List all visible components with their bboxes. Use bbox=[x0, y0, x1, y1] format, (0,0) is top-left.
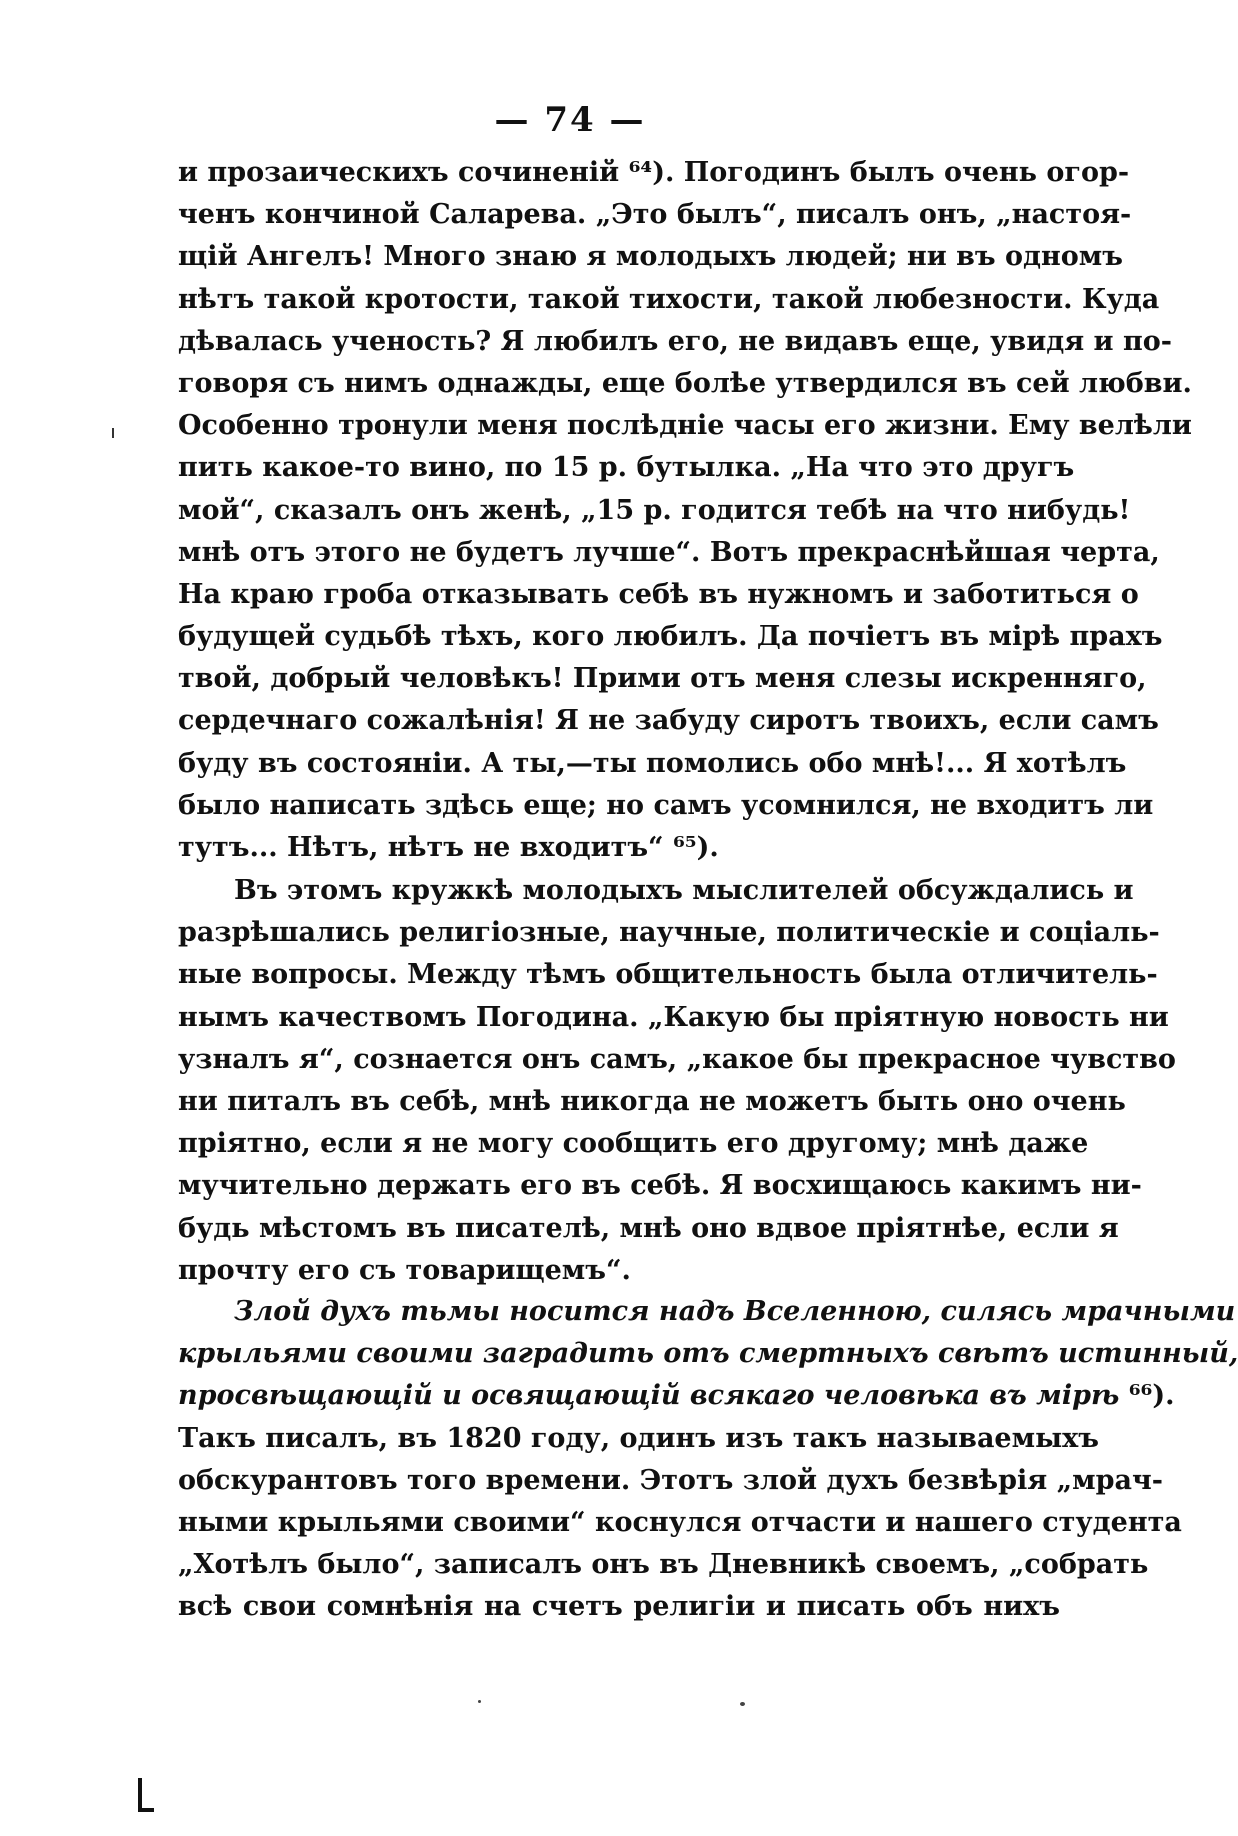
corner-mark bbox=[138, 1778, 142, 1812]
text-line: Въ этомъ кружкѣ молодыхъ мыслителей обсуждались и bbox=[234, 875, 1134, 906]
text-line: твой, добрый человѣкъ! Прими отъ меня слезы искренняго, bbox=[178, 663, 1147, 695]
text-line: ченъ кончиной Саларева. „Это былъ“, писалъ онъ, „настоя- bbox=[178, 199, 1132, 231]
text-line: разрѣшались религіозные, научные, политическіе и соціаль- bbox=[178, 917, 1160, 949]
scan-speck bbox=[740, 1702, 745, 1706]
text-line: дѣвалась ученость? Я любилъ его, не видавъ еще, увидя и по- bbox=[178, 325, 1172, 357]
text-line: ными крыльями своими“ коснулся отчасти и нашего студента bbox=[178, 1506, 1182, 1538]
text-line: узналъ я“, сознается онъ самъ, „какое бы прекрасное чувство bbox=[178, 1043, 1176, 1075]
text-line: было написать здѣсь еще; но самъ усомнился, не входитъ ли bbox=[178, 789, 1154, 821]
text-line: прочту его съ товарищемъ“. bbox=[178, 1254, 631, 1286]
text-line: буду въ состояніи. А ты,—ты помолись обо мнѣ!... Я хотѣлъ bbox=[178, 747, 1127, 779]
text-line: ные вопросы. Между тѣмъ общительность была отличитель- bbox=[178, 959, 1158, 991]
text-line: На краю гроба отказывать себѣ въ нужномъ и заботиться о bbox=[178, 578, 1139, 610]
text-line: говоря съ нимъ однажды, еще болѣе утвердился въ сей любви. bbox=[178, 367, 1192, 399]
paragraph-2 bbox=[178, 870, 1176, 1292]
margin-mark bbox=[112, 428, 114, 438]
text-line: будь мѣстомъ въ писателѣ, мнѣ оно вдвое пріятнѣе, если я bbox=[178, 1212, 1119, 1244]
text-line: тутъ... Нѣтъ, нѣтъ не входитъ“ ⁶⁵). bbox=[178, 832, 719, 863]
paragraph-3 bbox=[178, 1291, 1238, 1629]
text-line: нѣтъ такой кротости, такой тихости, такой любезности. Куда bbox=[178, 283, 1160, 315]
text-line: и прозаическихъ сочиненій ⁶⁴). Погодинъ былъ очень огор- bbox=[178, 157, 1130, 188]
scan-speck bbox=[478, 1700, 481, 1703]
text-line: Особенно тронули меня послѣдніе часы его жизни. Ему велѣли bbox=[178, 410, 1192, 442]
text-line: всѣ свои сомнѣнія на счетъ религіи и писать объ нихъ bbox=[178, 1591, 1060, 1623]
page-number: — 74 — bbox=[494, 100, 646, 140]
text-line: нымъ качествомъ Погодина. „Какую бы пріятную новость ни bbox=[178, 1001, 1169, 1033]
text-line: „Хотѣлъ было“, записалъ онъ въ Дневникѣ своемъ, „собрать bbox=[178, 1549, 1149, 1581]
text-line: мнѣ отъ этого не будетъ лучше“. Вотъ прекраснѣйшая черта, bbox=[178, 536, 1160, 568]
italic-quote-text: просвѣщающій и освящающій всякаго человѣка въ мірѣ bbox=[178, 1380, 1120, 1412]
text-line: Такъ писалъ, въ 1820 году, одинъ изъ такъ называемыхъ bbox=[178, 1422, 1099, 1454]
text-line: щій Ангелъ! Много знаю я молодыхъ людей; ни въ одномъ bbox=[178, 241, 1123, 273]
text-line: сердечнаго сожалѣнія! Я не забуду сиротъ твоихъ, если самъ bbox=[178, 705, 1159, 737]
text-line: ни питалъ въ себѣ, мнѣ никогда не можетъ быть оно очень bbox=[178, 1085, 1126, 1117]
text-line: пріятно, если я не могу сообщить его другому; мнѣ даже bbox=[178, 1128, 1089, 1160]
text-line: будущей судьбѣ тѣхъ, кого любилъ. Да почіетъ въ мірѣ прахъ bbox=[178, 621, 1163, 653]
italic-quote-line-with-footnote bbox=[178, 1375, 1175, 1417]
text-line: пить какое-то вино, по 15 р. бутылка. „На что это другъ bbox=[178, 452, 1075, 484]
text-line: мучительно держать его въ себѣ. Я восхищаюсь какимъ ни- bbox=[178, 1170, 1142, 1202]
text-line: мой“, сказалъ онъ женѣ, „15 р. годится тебѣ на что нибудь! bbox=[178, 494, 1131, 526]
text-line: обскурантовъ того времени. Этотъ злой духъ безвѣрія „мрач- bbox=[178, 1464, 1163, 1496]
paragraph-1 bbox=[178, 152, 1192, 869]
italic-quote-line: Злой духъ тьмы носится надъ Вселенною, силясь мрачными bbox=[234, 1296, 1236, 1327]
italic-quote-line: крыльями своими заградить отъ смертныхъ свѣтъ истинный, bbox=[178, 1338, 1238, 1370]
footnote-ref: ⁶⁶). bbox=[1119, 1380, 1175, 1412]
